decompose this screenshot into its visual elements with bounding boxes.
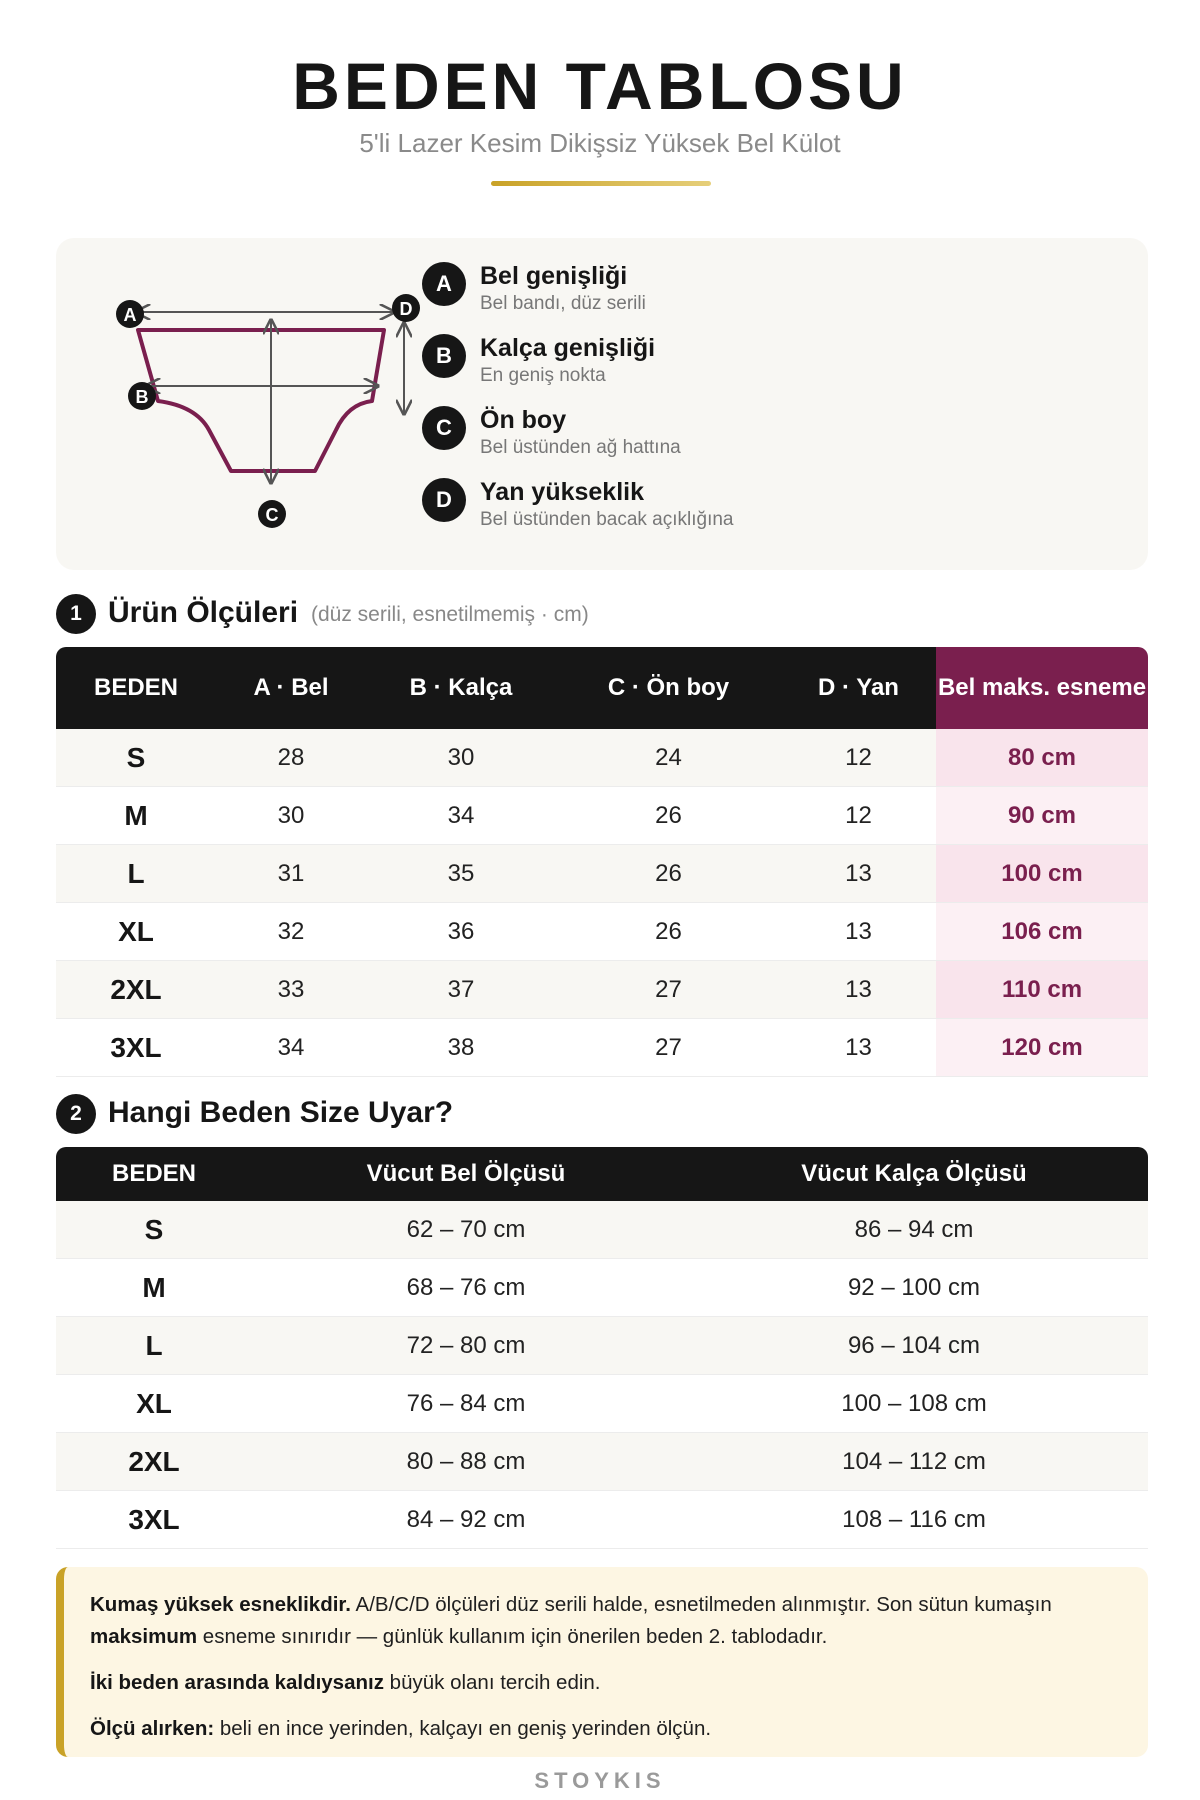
table-cell: 84 – 92 cm: [252, 1491, 680, 1549]
table-row: [56, 961, 1148, 1019]
legend-name: Ön boy: [480, 406, 567, 434]
legend-item-c: [422, 404, 1122, 476]
table-cell: 26: [556, 903, 781, 961]
diagram-label-d: [392, 294, 420, 322]
legend-badge: B: [422, 334, 466, 378]
table-cell: 37: [366, 961, 556, 1019]
table-cell: 13: [781, 1019, 936, 1077]
table-row: [56, 787, 1148, 845]
table-cell: 62 – 70 cm: [252, 1201, 680, 1259]
section-note: (düz serili, esnetilmemiş · cm): [311, 603, 589, 626]
table-cell: 36: [366, 903, 556, 961]
svg-text:D: D: [399, 299, 413, 319]
table-cell: 33: [216, 961, 366, 1019]
note-paragraph-between-sizes: [90, 1667, 1118, 1699]
table-cell: 13: [781, 903, 936, 961]
legend-badge: C: [422, 406, 466, 450]
column-header: Vücut Bel Ölçüsü: [252, 1147, 680, 1201]
max-stretch-cell: 110 cm: [936, 961, 1148, 1019]
table-cell: 32: [216, 903, 366, 961]
table-cell: 104 – 112 cm: [680, 1433, 1148, 1491]
table-cell: 31: [216, 845, 366, 903]
page-subtitle: 5'li Lazer Kesim Dikişsiz Yüksek Bel Külot: [359, 128, 841, 158]
section-2-heading: [56, 1092, 1148, 1136]
size-cell: XL: [56, 1375, 252, 1433]
note-bold: İki beden arasında kaldıysanız: [90, 1671, 384, 1694]
note-text: A/B/C/D ölçüleri düz serili halde, esnetilmeden alınmıştır. Son sütun kumaşın: [350, 1593, 1052, 1616]
table-cell: 80 – 88 cm: [252, 1433, 680, 1491]
max-stretch-cell: 90 cm: [936, 787, 1148, 845]
table-cell: 86 – 94 cm: [680, 1201, 1148, 1259]
column-header-max-stretch: Bel maks. esneme: [936, 647, 1148, 729]
table-header-row: [56, 1147, 1148, 1201]
notes-callout: [56, 1567, 1148, 1757]
legend-name: Kalça genişliği: [480, 334, 656, 362]
table-cell: 72 – 80 cm: [252, 1317, 680, 1375]
diagram-label-c: [258, 500, 286, 528]
measurement-legend-panel: [56, 238, 1148, 570]
table-cell: 12: [781, 787, 936, 845]
column-header: Vücut Kalça Ölçüsü: [680, 1147, 1148, 1201]
svg-text:B: B: [135, 387, 149, 407]
table-row: [56, 1259, 1148, 1317]
size-cell: S: [56, 729, 216, 787]
column-header: A · Bel: [216, 647, 366, 729]
table-cell: 34: [216, 1019, 366, 1077]
brand-footer: STOYKIS: [534, 1768, 666, 1793]
table-cell: 100 – 108 cm: [680, 1375, 1148, 1433]
table-row: [56, 1433, 1148, 1491]
legend-description: Bel üstünden bacak açıklığına: [480, 509, 734, 530]
table-cell: 34: [366, 787, 556, 845]
legend-item-a: [422, 260, 1122, 332]
table-cell: 26: [556, 845, 781, 903]
size-cell: 2XL: [56, 1433, 252, 1491]
table-cell: 76 – 84 cm: [252, 1375, 680, 1433]
size-cell: L: [56, 1317, 252, 1375]
garment-diagram: [86, 268, 413, 528]
diagram-label-b: [128, 382, 156, 410]
legend-badge: D: [422, 478, 466, 522]
section-number-badge: 2: [56, 1094, 96, 1134]
column-header: D · Yan: [781, 647, 936, 729]
legend-description: Bel bandı, düz serili: [480, 293, 646, 314]
legend-name: Yan yükseklik: [480, 478, 645, 506]
column-header: BEDEN: [56, 647, 216, 729]
title-divider: [491, 181, 711, 186]
note-bold: Ölçü alırken:: [90, 1717, 215, 1740]
table-row: [56, 1491, 1148, 1549]
page-title: BEDEN TABLOSU: [292, 49, 908, 123]
note-bold: Kumaş yüksek esneklikdir.: [90, 1593, 351, 1616]
table-cell: 108 – 116 cm: [680, 1491, 1148, 1549]
table-cell: 27: [556, 1019, 781, 1077]
size-cell: M: [56, 787, 216, 845]
note-text: beli en ince yerinden, kalçayı en geniş yerinden ölçün.: [214, 1717, 712, 1740]
size-cell: 3XL: [56, 1491, 252, 1549]
note-bold: maksimum: [90, 1625, 198, 1648]
size-cell: 2XL: [56, 961, 216, 1019]
table-row: [56, 1019, 1148, 1077]
table-row: [56, 1317, 1148, 1375]
table-cell: 30: [366, 729, 556, 787]
svg-text:A: A: [123, 305, 137, 325]
table-cell: 38: [366, 1019, 556, 1077]
table-cell: 13: [781, 961, 936, 1019]
legend-description: En geniş nokta: [480, 365, 606, 386]
column-header: C · Ön boy: [556, 647, 781, 729]
max-stretch-cell: 120 cm: [936, 1019, 1148, 1077]
table-cell: 28: [216, 729, 366, 787]
table-cell: 24: [556, 729, 781, 787]
table-row: [56, 903, 1148, 961]
table-row: [56, 729, 1148, 787]
legend-item-b: [422, 332, 1122, 404]
table-cell: 35: [366, 845, 556, 903]
table-row: [56, 1201, 1148, 1259]
table-cell: 96 – 104 cm: [680, 1317, 1148, 1375]
column-header: B · Kalça: [366, 647, 556, 729]
legend-badge: A: [422, 262, 466, 306]
table-cell: 68 – 76 cm: [252, 1259, 680, 1317]
note-paragraph-fabric: [90, 1589, 1118, 1653]
table-header-row: [56, 647, 1148, 729]
table-cell: 26: [556, 787, 781, 845]
size-cell: L: [56, 845, 216, 903]
svg-text:C: C: [265, 505, 279, 525]
table-cell: 30: [216, 787, 366, 845]
product-measurements-table: [56, 647, 1148, 1077]
table-cell: 12: [781, 729, 936, 787]
max-stretch-cell: 100 cm: [936, 845, 1148, 903]
size-cell: M: [56, 1259, 252, 1317]
column-header: BEDEN: [56, 1147, 252, 1201]
table-row: [56, 1375, 1148, 1433]
max-stretch-cell: 106 cm: [936, 903, 1148, 961]
garment-outline: [135, 330, 384, 471]
table-cell: 27: [556, 961, 781, 1019]
section-number-badge: 1: [56, 594, 96, 634]
size-cell: S: [56, 1201, 252, 1259]
max-stretch-cell: 80 cm: [936, 729, 1148, 787]
body-size-table: [56, 1147, 1148, 1549]
note-paragraph-measuring: [90, 1713, 1118, 1745]
size-cell: XL: [56, 903, 216, 961]
legend-name: Bel genişliği: [480, 262, 628, 290]
section-1-heading: [56, 592, 1148, 636]
diagram-label-a: [116, 300, 144, 328]
note-text: büyük olanı tercih edin.: [383, 1671, 601, 1694]
table-row: [56, 845, 1148, 903]
legend-description: Bel üstünden ağ hattına: [480, 437, 681, 458]
legend-list: [422, 260, 1122, 548]
legend-item-d: [422, 476, 1122, 548]
table-cell: 92 – 100 cm: [680, 1259, 1148, 1317]
note-text: esneme sınırıdır — günlük kullanım için önerilen beden 2. tablodadır.: [197, 1625, 828, 1648]
table-cell: 13: [781, 845, 936, 903]
section-title: Hangi Beden Size Uyar?: [108, 1096, 454, 1129]
section-title: Ürün Ölçüleri: [108, 596, 299, 629]
size-cell: 3XL: [56, 1019, 216, 1077]
